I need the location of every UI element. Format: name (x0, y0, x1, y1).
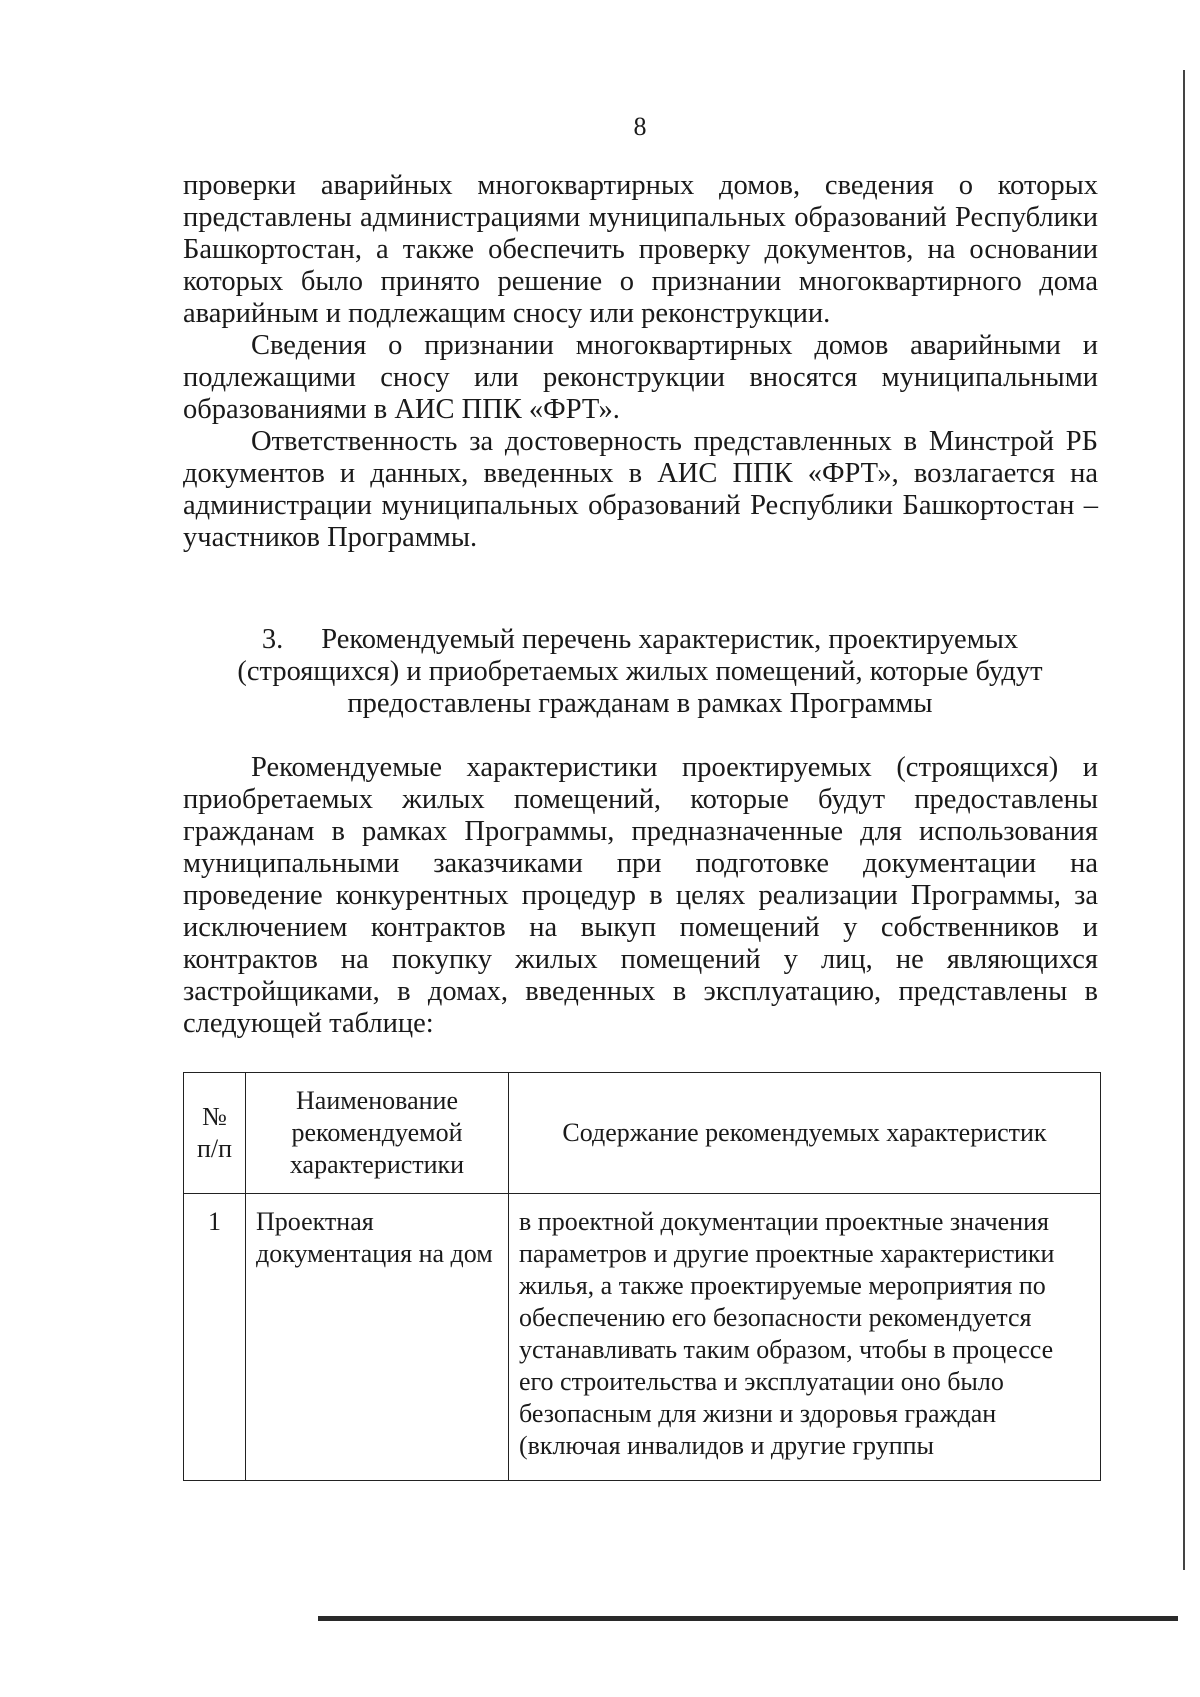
header-num: № п/п (184, 1073, 246, 1194)
body-text-intro (183, 752, 1098, 1040)
body-text-top (183, 170, 1098, 554)
characteristics-table (183, 1072, 1101, 1481)
table-header-row (184, 1073, 1101, 1194)
paragraph-continuation: проверки аварийных многоквартирных домов, сведения о которых представлены администрациями муниципальных образований Республики Башкортостан, а также обеспечить проверку документов, на основании которых было принято решение о признании многоквартирного дома аварийным и подлежащим сносу или реконструкции. (183, 170, 1098, 329)
section-number: 3. (261, 624, 284, 655)
paragraph-intro: Рекомендуемые характеристики проектируемых (строящихся) и приобретаемых жилых помещений, которые будут предоставлены гражданам в рамках Программы, предназначенные для использования муниципальными заказчиками при подготовке документации на проведение конкурентных процедур в целях реализации Программы, за исключением контрактов на выкуп помещений у собственников и контрактов на покупку жилых помещений у лиц, не являющихся застройщиками, в домах, введенных в эксплуатацию, представлены в следующей таблице: (183, 752, 1098, 1039)
paragraph-responsibility: Ответственность за достоверность представленных в Минстрой РБ документов и данных, введенных в АИС ППК «ФРТ», возлагается на администрации муниципальных образований Республики Башкортостан – участников Программы. (183, 426, 1098, 553)
row-num: 1 (184, 1194, 246, 1481)
table-row (184, 1194, 1101, 1481)
header-content: Содержание рекомендуемых характеристик (509, 1073, 1101, 1194)
page-number: 8 (633, 112, 647, 141)
scan-bottom-rule (318, 1616, 1178, 1621)
paragraph-emergency-info: Сведения о признании многоквартирных домов аварийными и подлежащими сносу или реконструкции вносятся муниципальными образованиями в АИС ППК «ФРТ». (183, 330, 1098, 425)
header-name: Наименование рекомендуемой характеристики (246, 1073, 509, 1194)
row-content: в проектной документации проектные значения параметров и другие проектные характеристики жилья, а также проектируемые мероприятия по обеспечению его безопасности рекомендуется устанавливать таким образом, чтобы в процессе его строительства и эксплуатации оно было безопасным для жизни и здоровья граждан (включая инвалидов и другие группы (509, 1194, 1101, 1481)
row-name: Проектная документация на дом (246, 1194, 509, 1481)
section-heading (210, 624, 1070, 720)
section-title: Рекомендуемый перечень характеристик, проектируемых (строящихся) и приобретаемых жилых помещений, которые будут предоставлены гражданам в рамках Программы (237, 624, 1043, 719)
scan-page-edge (1183, 70, 1185, 1570)
